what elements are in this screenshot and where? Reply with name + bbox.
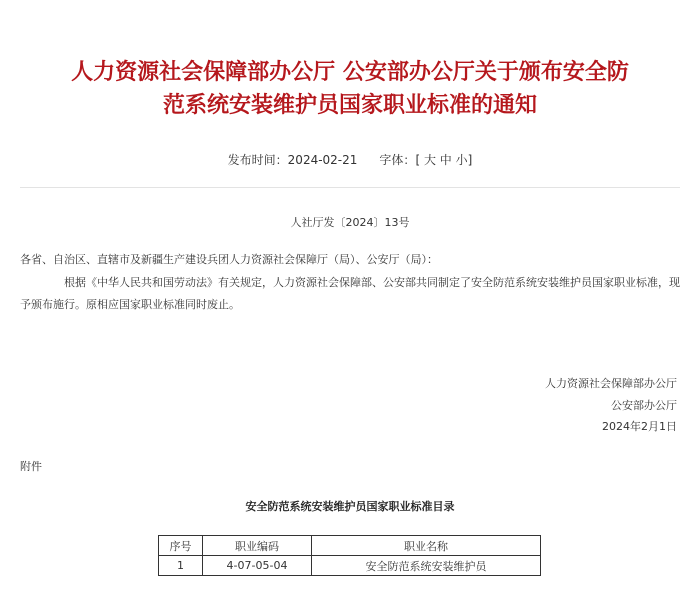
column-header-code: 职业编码 xyxy=(203,536,312,556)
bracket-open: [ xyxy=(415,153,421,167)
title-line-2: 范系统安装维护员国家职业标准的通知 xyxy=(162,93,537,118)
table-header-row xyxy=(159,536,541,556)
article-meta xyxy=(0,151,700,168)
body-paragraph: 根据《中华人民共和国劳动法》有关规定，人力资源社会保障部、公安部共同制定了安全防范系统安装维护员国家职业标准，现予颁布施行。原相应国家职业标准同时废止。 xyxy=(20,276,680,311)
signature-org-2: 公安部办公厅 xyxy=(611,399,677,412)
article-title xyxy=(20,56,680,122)
cell-code: 4-07-05-04 xyxy=(203,556,312,576)
font-size-label: 字体： xyxy=(379,153,416,167)
title-line-1: 人力资源社会保障部办公厅 公安部办公厅关于颁布安全防 xyxy=(71,60,629,85)
bracket-close: ] xyxy=(467,153,473,167)
header-divider xyxy=(20,187,680,188)
attachment-label: 附件 xyxy=(20,460,42,473)
font-size-medium-link[interactable]: 中 xyxy=(439,153,452,167)
font-size-small-link[interactable]: 小 xyxy=(455,153,468,167)
signature-date: 2024年2月1日 xyxy=(602,420,677,433)
table-row xyxy=(159,556,541,576)
cell-index: 1 xyxy=(159,556,203,576)
catalog-title: 安全防范系统安装维护员国家职业标准目录 xyxy=(245,500,455,513)
publish-date: 2024-02-21 xyxy=(287,153,358,167)
signature-org-1: 人力资源社会保障部办公厅 xyxy=(545,377,677,390)
addressee: 各省、自治区、直辖市及新疆生产建设兵团人力资源社会保障厅（局）、公安厅（局）： xyxy=(20,253,438,266)
column-header-name: 职业名称 xyxy=(312,536,541,556)
cell-name: 安全防范系统安装维护员 xyxy=(312,556,541,576)
catalog-table xyxy=(158,535,541,576)
date-label: 发布时间： xyxy=(227,153,288,167)
font-size-large-link[interactable]: 大 xyxy=(423,153,436,167)
column-header-index: 序号 xyxy=(159,536,203,556)
document-number: 人社厅发〔2024〕13号 xyxy=(290,216,410,229)
